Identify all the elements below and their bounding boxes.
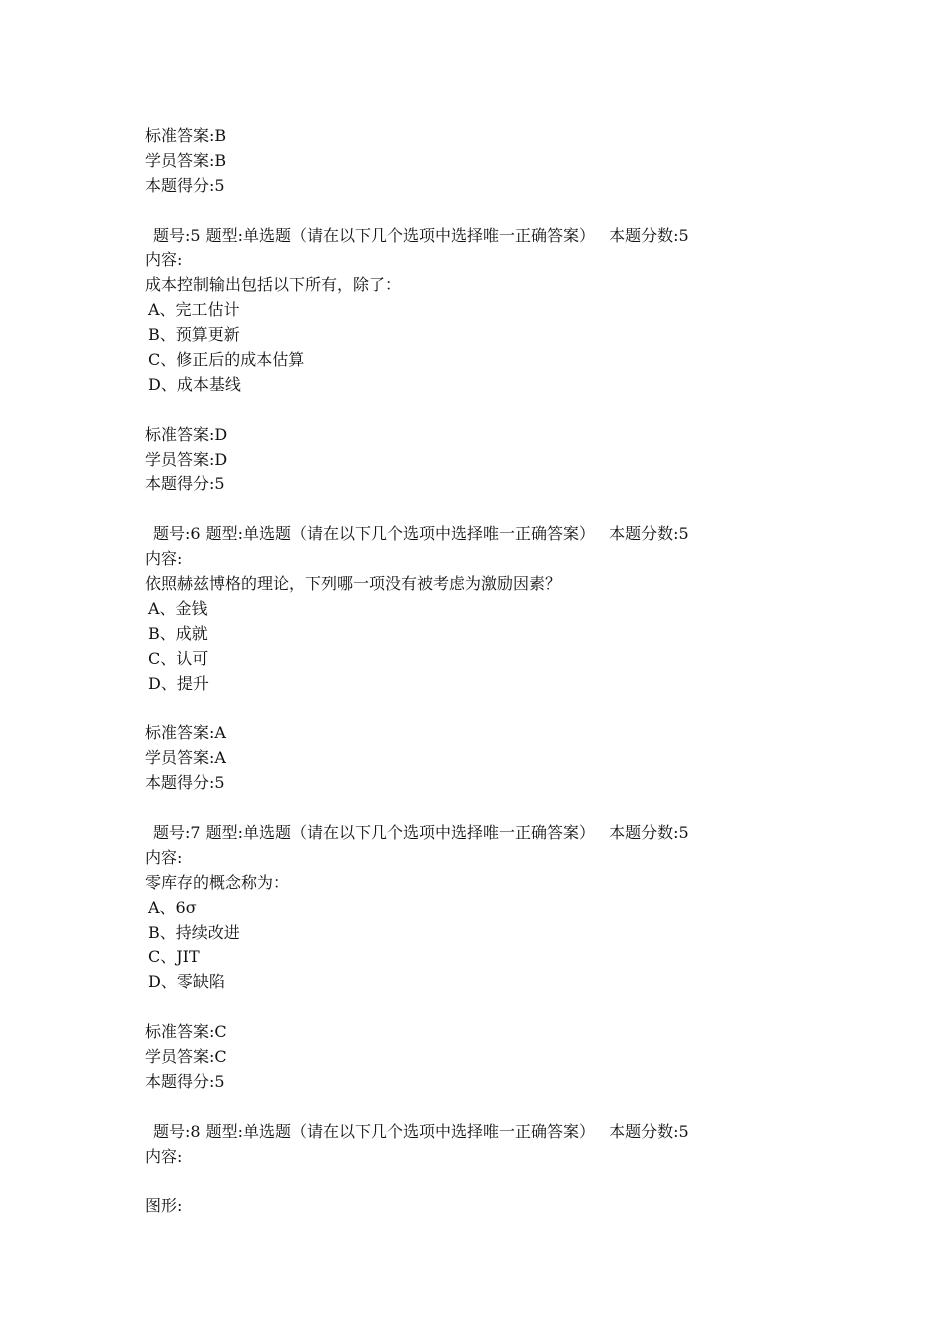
question-points: 本题分数:5 — [609, 822, 689, 842]
question-score: 本题得分:5 — [145, 773, 225, 793]
student-answer: 学员答案:C — [145, 1046, 227, 1066]
option-d: D、提升 — [148, 673, 209, 693]
spacer — [145, 1095, 845, 1120]
spacer — [145, 696, 845, 721]
question-meta: 题号:6 题型:单选题（请在以下几个选项中选择唯一正确答案） — [153, 524, 596, 544]
spacer — [145, 199, 845, 224]
question-header — [145, 1120, 845, 1145]
question-header — [145, 224, 845, 249]
standard-answer: 标准答案:C — [145, 1022, 227, 1042]
option-c: C、修正后的成本估算 — [148, 350, 305, 370]
option-a: A、金钱 — [148, 598, 208, 618]
spacer — [145, 497, 845, 522]
standard-answer: 标准答案:D — [145, 424, 228, 444]
standard-answer: 标准答案:A — [145, 723, 226, 743]
spacer — [145, 1169, 845, 1194]
question-6 — [145, 522, 845, 796]
option-a: A、完工估计 — [148, 300, 240, 320]
question-8 — [145, 1120, 845, 1220]
question-stem: 成本控制输出包括以下所有，除了： — [145, 275, 402, 295]
option-b: B、预算更新 — [148, 325, 240, 345]
option-d: D、零缺陷 — [148, 972, 225, 992]
student-answer: 学员答案:D — [145, 449, 228, 469]
exam-results-page — [145, 124, 845, 1219]
option-c: C、JIT — [148, 947, 200, 967]
student-answer: 学员答案:A — [145, 748, 226, 768]
question-stem: 依照赫兹博格的理论，下列哪一项没有被考虑为激励因素？ — [145, 574, 562, 594]
spacer — [145, 796, 845, 821]
question-7 — [145, 821, 845, 1095]
question-header — [145, 522, 845, 547]
content-label: 内容: — [145, 1146, 183, 1166]
question-header — [145, 821, 845, 846]
content-label: 内容: — [145, 250, 183, 270]
content-label: 内容: — [145, 847, 183, 867]
option-b: B、持续改进 — [148, 922, 240, 942]
option-a: A、6σ — [148, 897, 197, 917]
question-score: 本题得分:5 — [145, 175, 225, 195]
spacer — [145, 398, 845, 423]
question-score: 本题得分:5 — [145, 474, 225, 494]
question-stem: 零库存的概念称为： — [145, 872, 290, 892]
spacer — [145, 995, 845, 1020]
question-5 — [145, 224, 845, 498]
standard-answer: 标准答案:B — [145, 126, 227, 145]
figure-label: 图形: — [145, 1196, 183, 1216]
option-d: D、成本基线 — [148, 374, 241, 394]
option-c: C、认可 — [148, 648, 209, 668]
question-points: 本题分数:5 — [609, 225, 689, 245]
question-score: 本题得分:5 — [145, 1071, 225, 1091]
question-meta: 题号:8 题型:单选题（请在以下几个选项中选择唯一正确答案） — [153, 1121, 596, 1141]
question-meta: 题号:5 题型:单选题（请在以下几个选项中选择唯一正确答案） — [153, 225, 596, 245]
content-label: 内容: — [145, 549, 183, 569]
question-points: 本题分数:5 — [609, 524, 689, 544]
prev-result-block — [145, 124, 845, 199]
question-points: 本题分数:5 — [609, 1121, 689, 1141]
question-meta: 题号:7 题型:单选题（请在以下几个选项中选择唯一正确答案） — [153, 822, 596, 842]
option-b: B、成就 — [148, 623, 208, 643]
student-answer: 学员答案:B — [145, 150, 227, 170]
